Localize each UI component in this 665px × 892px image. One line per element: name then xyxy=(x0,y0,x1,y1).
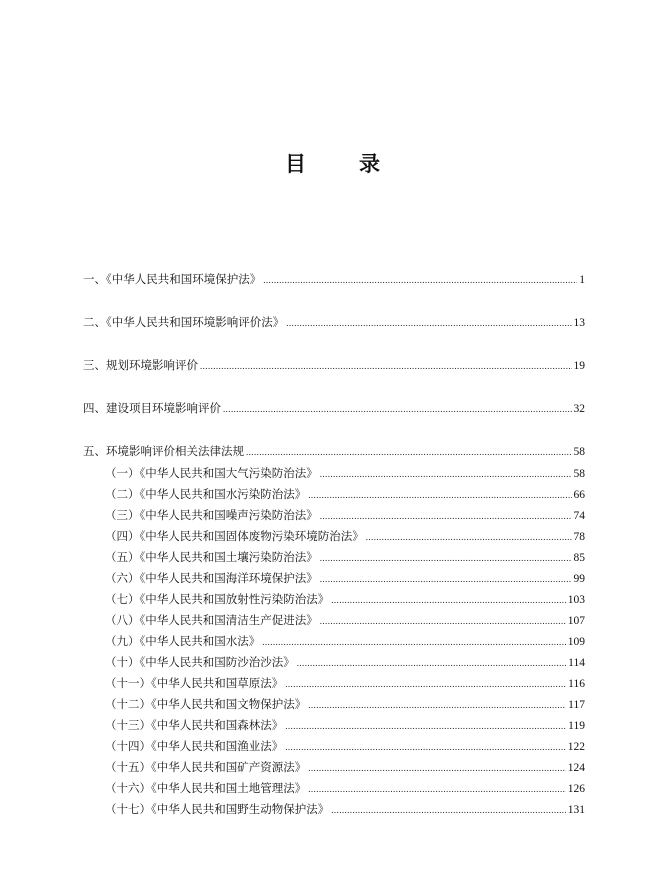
toc-page-number: 103 xyxy=(567,594,585,606)
toc-subsection-14[interactable] xyxy=(105,737,585,755)
dot-leader xyxy=(285,738,566,756)
toc-page-number: 19 xyxy=(573,360,585,372)
toc-entry-label: 二、《中华人民共和国环境影响评价法》 xyxy=(83,315,285,329)
toc-page-number: 74 xyxy=(573,510,585,522)
toc-section-5[interactable] xyxy=(83,442,585,460)
page-title: 目 录 xyxy=(285,151,396,176)
dot-leader xyxy=(320,570,572,588)
toc-subsection-11[interactable] xyxy=(105,674,585,692)
dot-leader xyxy=(263,271,577,289)
toc-entry-label: （十）《中华人民共和国防沙治沙法》 xyxy=(105,655,295,669)
dot-leader xyxy=(285,717,566,735)
toc-subsection-15[interactable] xyxy=(105,758,585,776)
toc-entry-label: （十五）《中华人民共和国矿产资源法》 xyxy=(105,760,307,774)
toc-page-number: 107 xyxy=(567,615,585,627)
toc-page-number: 131 xyxy=(567,804,585,816)
toc-subsection-9[interactable] xyxy=(105,632,585,650)
dot-leader xyxy=(200,357,572,375)
toc-entry-label: （十六）《中华人民共和国土地管理法》 xyxy=(105,781,307,795)
dot-leader xyxy=(320,612,566,630)
toc-entry-label: （十三）《中华人民共和国森林法》 xyxy=(105,718,284,732)
toc-entry-label: （五）《中华人民共和国土壤污染防治法》 xyxy=(105,550,318,564)
dot-leader xyxy=(308,759,566,777)
toc-page-number: 114 xyxy=(568,657,585,669)
toc-entry-label: 五、环境影响评价相关法律法规 xyxy=(83,444,244,458)
toc-subsection-4[interactable] xyxy=(105,527,585,545)
toc-section-2[interactable] xyxy=(83,313,585,331)
toc-page-number: 32 xyxy=(573,403,585,415)
toc-entry-label: （十二）《中华人民共和国文物保护法》 xyxy=(105,697,307,711)
dot-leader xyxy=(285,675,566,693)
toc-subsection-5[interactable] xyxy=(105,548,585,566)
toc-page-number: 58 xyxy=(573,468,585,480)
dot-leader xyxy=(308,486,571,504)
toc-entry-label: （十一）《中华人民共和国草原法》 xyxy=(105,676,284,690)
toc-page-number: 126 xyxy=(567,783,585,795)
toc-entry-label: （二）《中华人民共和国水污染防治法》 xyxy=(105,487,307,501)
toc-section-1[interactable] xyxy=(83,270,585,288)
toc-page-number: 119 xyxy=(568,720,585,732)
toc-subsection-12[interactable] xyxy=(105,695,585,713)
dot-leader xyxy=(331,591,566,609)
toc-subsection-3[interactable] xyxy=(105,506,585,524)
toc-entry-label: （十七）《中华人民共和国野生动物保护法》 xyxy=(105,802,330,816)
dot-leader xyxy=(320,465,572,483)
toc-entry-label: （三）《中华人民共和国噪声污染防治法》 xyxy=(105,508,318,522)
toc-page-number: 85 xyxy=(573,552,585,564)
toc-page-number: 58 xyxy=(573,446,585,458)
toc-entry-label: 四、建设项目环境影响评价 xyxy=(83,401,221,415)
dot-leader xyxy=(297,654,566,672)
toc-entry-label: （六）《中华人民共和国海洋环境保护法》 xyxy=(105,571,318,585)
toc-section-3[interactable] xyxy=(83,356,585,374)
toc-subsection-7[interactable] xyxy=(105,590,585,608)
toc-entry-label: （九）《中华人民共和国水法》 xyxy=(105,634,261,648)
dot-leader xyxy=(320,507,572,525)
dot-leader xyxy=(366,528,572,546)
toc-subsection-1[interactable] xyxy=(105,464,585,482)
toc-page-number: 124 xyxy=(567,762,585,774)
dot-leader xyxy=(308,696,566,714)
toc-entry-label: 三、规划环境影响评价 xyxy=(83,358,198,372)
toc-subsection-17[interactable] xyxy=(105,800,585,818)
toc-section-4[interactable] xyxy=(83,399,585,417)
toc-page-number: 66 xyxy=(573,489,585,501)
toc-subsection-13[interactable] xyxy=(105,716,585,734)
toc-entry-label: （七）《中华人民共和国放射性污染防治法》 xyxy=(105,592,330,606)
toc-page-number: 122 xyxy=(567,741,585,753)
toc-entry-label: （四）《中华人民共和国固体废物污染环境防治法》 xyxy=(105,529,364,543)
toc-page-number: 116 xyxy=(568,678,585,690)
dot-leader xyxy=(286,314,571,332)
toc-page-number: 109 xyxy=(567,636,585,648)
toc-subsection-6[interactable] xyxy=(105,569,585,587)
toc-entry-label: （八）《中华人民共和国清洁生产促进法》 xyxy=(105,613,318,627)
toc-subsection-2[interactable] xyxy=(105,485,585,503)
toc-entry-label: （十四）《中华人民共和国渔业法》 xyxy=(105,739,284,753)
dot-leader xyxy=(262,633,566,651)
dot-leader xyxy=(246,443,572,461)
toc-page-number: 78 xyxy=(573,531,585,543)
dot-leader xyxy=(320,549,572,567)
dot-leader xyxy=(223,400,572,418)
toc-subsection-10[interactable] xyxy=(105,653,585,671)
toc-page-number: 13 xyxy=(573,317,585,329)
dot-leader xyxy=(308,780,566,798)
toc-entry-label: （一）《中华人民共和国大气污染防治法》 xyxy=(105,466,318,480)
toc-subsection-8[interactable] xyxy=(105,611,585,629)
toc-subsection-16[interactable] xyxy=(105,779,585,797)
toc-page-number: 99 xyxy=(573,573,585,585)
dot-leader xyxy=(331,801,566,819)
toc-page-number: 117 xyxy=(568,699,585,711)
toc-entry-label: 一、《中华人民共和国环境保护法》 xyxy=(83,272,262,286)
toc-page-number: 1 xyxy=(579,274,585,286)
